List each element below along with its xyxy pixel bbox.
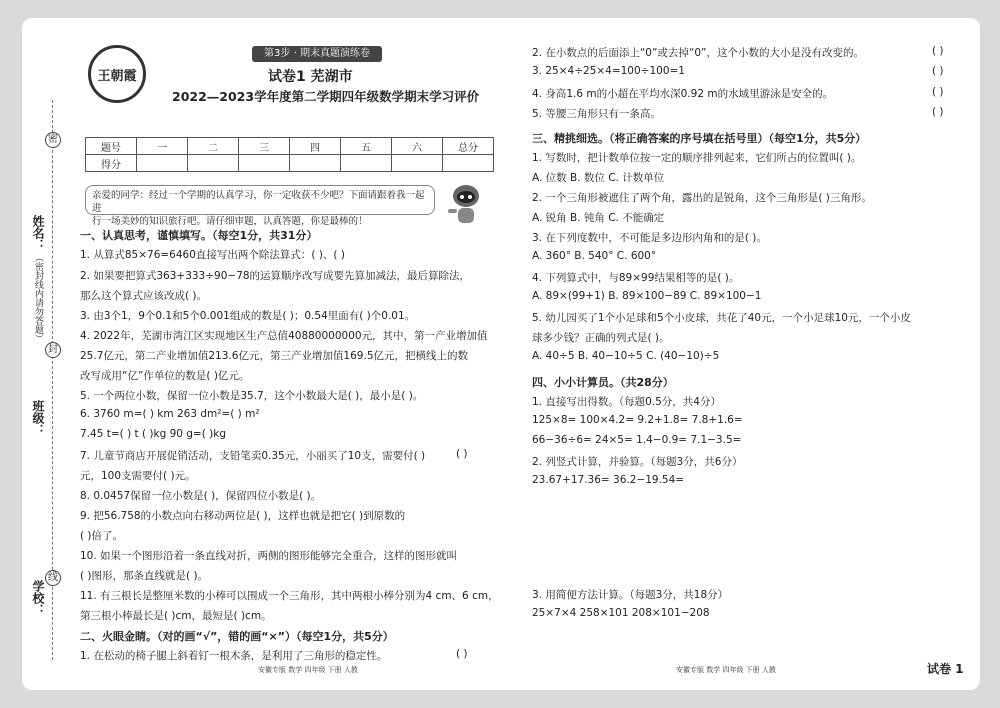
school-label: 学校： [31, 580, 45, 616]
section-heading: 四、小小计算员。（共28分） [532, 376, 674, 389]
question-line: 25.7亿元，第二产业增加值213.6亿元，第三产业增加值169.5亿元，把横线上的数 [80, 350, 468, 362]
section-heading: 一、认真思考，谨慎填写。（每空1分，共31分） [80, 229, 318, 242]
cell: 三 [239, 138, 290, 155]
question-line: 66−36÷6= 24×5= 1.4−0.9= 7.1−3.5= [532, 434, 742, 446]
score-cell[interactable] [239, 155, 290, 172]
score-cell[interactable] [290, 155, 341, 172]
question-line: ( )倍了。 [80, 530, 124, 542]
question-line: 那么这个算式应该改成( )。 [80, 290, 208, 302]
question-line: 2. 列竖式计算，并验算。（每题3分，共6分） [532, 456, 743, 468]
question-line: A. 89×(99+1) B. 89×100−89 C. 89×100−1 [532, 290, 762, 302]
cell: 五 [341, 138, 392, 155]
question-line: 4. 身高1.6 m的小超在平均水深0.92 m的水域里游泳是安全的。 [532, 88, 834, 100]
question-line: 2. 如果要把算式363+333÷90−78的运算顺序改写成要先算加减法，最后算除法， [80, 270, 471, 282]
greeting-line: 亲爱的同学：经过一个学期的认真学习，你一定收获不少吧？下面请跟着我一起进 [92, 190, 425, 214]
section-heading: 二、火眼金睛。（对的画“√”，错的画“×”）（每空1分，共5分） [80, 630, 394, 643]
answer-blank[interactable]: ( ) [932, 65, 944, 77]
question-line: 5. 一个两位小数，保留一位小数是35.7，这个小数最大是( )，最小是( )。 [80, 390, 424, 402]
paper-title: 试卷1 芜湖市 [268, 69, 353, 85]
question-line: 8. 0.0457保留一位小数是( )，保留四位小数是( )。 [80, 490, 322, 502]
question-line: 4. 下列算式中，与89×99结果相等的是( )。 [532, 272, 740, 284]
score-row [86, 155, 494, 172]
brand-logo [88, 45, 146, 103]
class-label: 班级： [31, 400, 45, 436]
page-number: 试卷 1 [927, 662, 964, 676]
question-line: A. 360° B. 540° C. 600° [532, 250, 657, 262]
answer-blank[interactable]: ( ) [932, 86, 944, 98]
cell: 六 [392, 138, 443, 155]
seal-note: （密封线内请勿答题） [33, 253, 43, 343]
logo-text: 王朝霞 [97, 69, 137, 84]
section-heading: 三、精挑细选。（将正确答案的序号填在括号里）（每空1分，共5分） [532, 132, 867, 145]
question-line: 1. 从算式85×76=6460直接写出两个除法算式：( )、( ) [80, 249, 345, 261]
question-line: 23.67+17.36= 36.2−19.54= [532, 474, 685, 486]
answer-blank[interactable]: ( ) [932, 106, 944, 118]
question-line: 25×7×4 258×101 208×101−208 [532, 607, 710, 619]
question-line: 元，100支需要付( )元。 [80, 470, 196, 482]
question-line: 改写成用“亿”作单位的数是( )亿元。 [80, 370, 250, 382]
question-line: 1. 写数时，把计数单位按一定的顺序排列起来，它们所占的位置叫( )。 [532, 152, 862, 164]
question-line: 7.45 t=( ) t ( )kg 90 g=( )kg [80, 428, 227, 440]
cell: 一 [137, 138, 188, 155]
seal-feng: 封 [45, 342, 61, 358]
cell: 题号 [86, 138, 137, 155]
question-line: 9. 把56.758的小数点向右移动两位是( )，这样也就是把它( )到原数的 [80, 510, 406, 522]
name-label: 姓名： [31, 215, 45, 251]
cell: 四 [290, 138, 341, 155]
cell: 二 [188, 138, 239, 155]
question-line: 5. 等腰三角形只有一条高。 [532, 108, 661, 120]
question-line: 1. 在松动的椅子腿上斜着钉一根木条，是利用了三角形的稳定性。 [80, 650, 388, 662]
seal-mi: 密 [45, 132, 61, 148]
step-banner: 第3步 · 期末真题演练卷 [252, 46, 382, 62]
greeting-line: 行一场美妙的知识旅行吧。请仔细审题，认真答题，你是最棒的！ [92, 216, 368, 227]
footer-left: 安徽专版 数学 四年级 下册 人教 [258, 666, 358, 674]
greeting-bubble [85, 185, 435, 227]
score-cell[interactable] [443, 155, 494, 172]
question-line: 6. 3760 m=( ) km 263 dm²=( ) m² [80, 408, 260, 420]
seal-xian: 线 [45, 570, 61, 586]
question-line: A. 40÷5 B. 40−10÷5 C. (40−10)÷5 [532, 350, 720, 362]
question-line: 1. 直接写出得数。（每题0.5分，共4分） [532, 396, 721, 408]
question-line: ( )图形，那条直线就是( )。 [80, 570, 209, 582]
question-line: A. 位数 B. 数位 C. 计数单位 [532, 172, 665, 184]
question-line: 11. 有三根长是整厘米数的小棒可以围成一个三角形，其中两根小棒分别为4 cm、6 cm， [80, 590, 499, 602]
question-line: 4. 2022年，芜湖市湾江区实现地区生产总值40880000000元，其中，第一产业增加值 [80, 330, 488, 342]
question-line: 3. 用简便方法计算。（每题3分，共18分） [532, 589, 729, 601]
binding-strip [30, 100, 76, 660]
question-line: 3. 在下列度数中，不可能是多边形内角和的是( )。 [532, 232, 767, 244]
score-cell[interactable] [392, 155, 443, 172]
cell: 总分 [443, 138, 494, 155]
cell: 得分 [86, 155, 137, 172]
question-line: 3. 25×4÷25×4=100÷100=1 [532, 65, 685, 77]
question-line: 125×8= 100×4.2= 9.2+1.8= 7.8+1.6= [532, 414, 743, 426]
score-header-row [86, 138, 494, 155]
score-cell[interactable] [341, 155, 392, 172]
robot-icon [444, 183, 488, 225]
answer-blank[interactable]: ( ) [456, 448, 468, 460]
question-line: 2. 一个三角形被遮住了两个角，露出的是锐角，这个三角形是( )三角形。 [532, 192, 872, 204]
score-cell[interactable] [188, 155, 239, 172]
question-line: 2. 在小数点的后面添上“0”或去掉“0”，这个小数的大小是没有改变的。 [532, 47, 864, 59]
question-line: 7. 儿童节商店开展促销活动，支铅笔卖0.35元，小丽买了10支，需要付( ) [80, 450, 426, 462]
score-cell[interactable] [137, 155, 188, 172]
question-line: 10. 如果一个图形沿着一条直线对折，两侧的图形能够完全重合，这样的图形就叫 [80, 550, 458, 562]
answer-blank[interactable]: ( ) [932, 45, 944, 57]
footer-right: 安徽专版 数学 四年级 下册 人教 [676, 666, 776, 674]
score-table [85, 137, 494, 172]
question-line: 3. 由3个1，9个0.1和5个0.001组成的数是( )；0.54里面有( )个0.01。 [80, 310, 416, 322]
question-line: A. 锐角 B. 钝角 C. 不能确定 [532, 212, 665, 224]
question-line: 第三根小棒最长是( )cm，最短是( )cm。 [80, 610, 272, 622]
answer-blank[interactable]: ( ) [456, 648, 468, 660]
question-line: 5. 幼儿园买了1个小足球和5个小皮球，共花了40元，一个小足球10元，一个小皮 [532, 312, 911, 324]
question-line: 球多少钱？正确的列式是( )。 [532, 332, 670, 344]
paper-subtitle: 2022—2023学年度第二学期四年级数学期末学习评价 [172, 89, 480, 104]
